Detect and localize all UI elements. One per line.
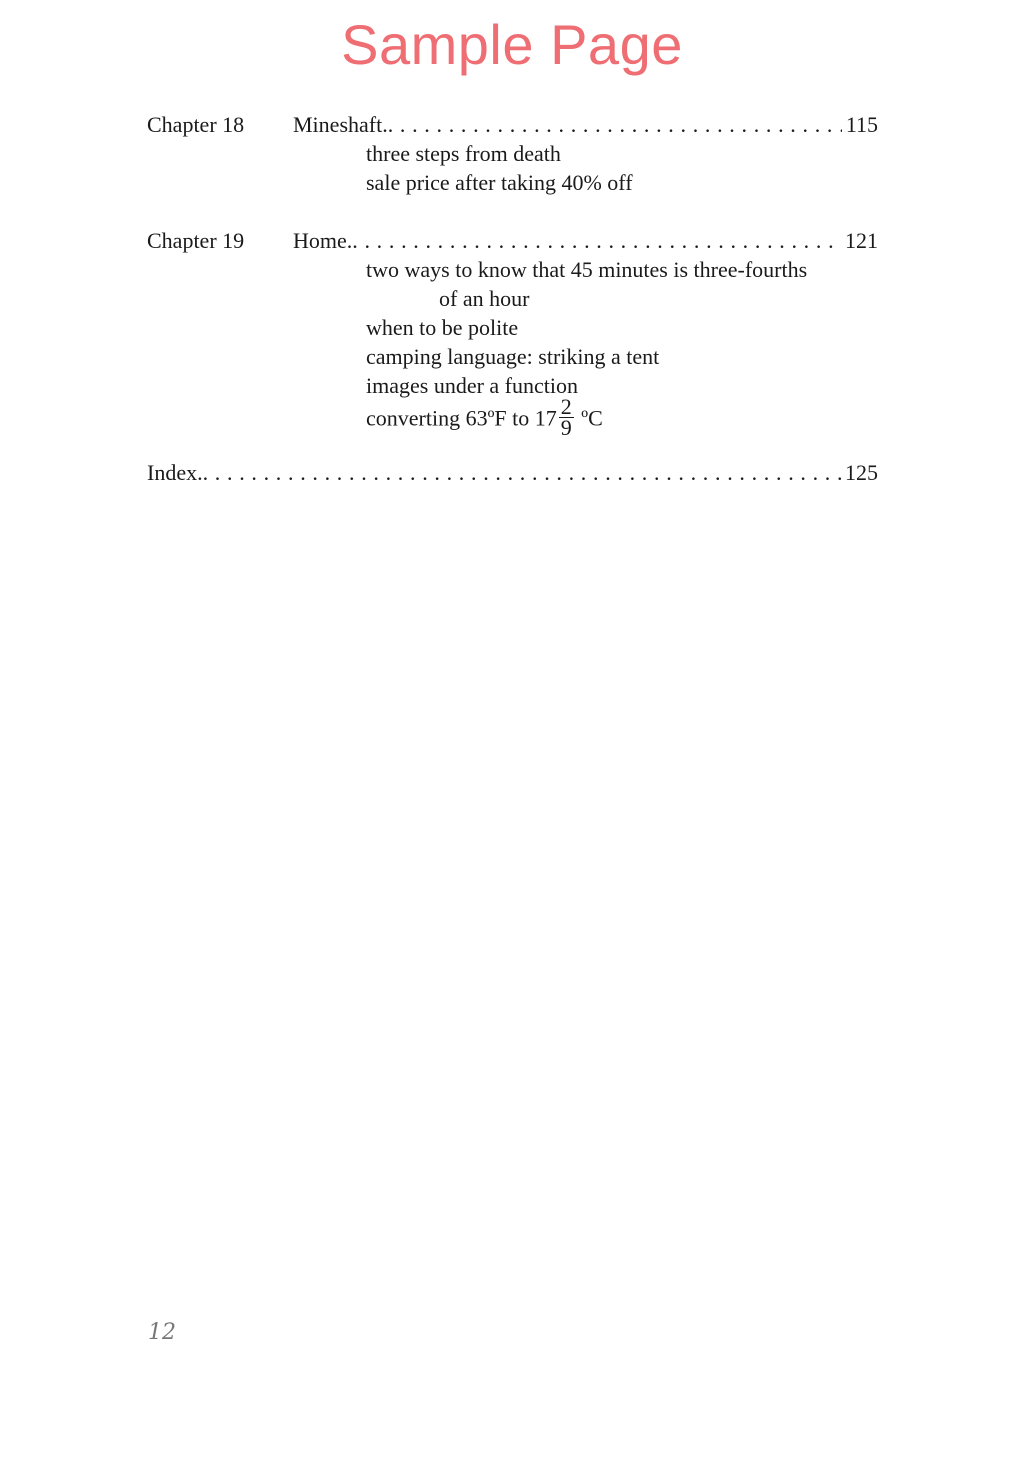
- page-number: 115: [845, 112, 878, 137]
- dot-leader: [352, 226, 841, 255]
- chapter-title: Mineshaft.: [293, 112, 388, 137]
- table-of-contents: [147, 110, 878, 487]
- dot-leader: [203, 458, 841, 487]
- fraction-prefix: converting 63ºF to 17: [366, 405, 557, 431]
- topic-item: when to be polite: [366, 315, 519, 340]
- topic-item: images under a function: [366, 373, 578, 398]
- toc-entry-chapter-18[interactable]: [147, 110, 878, 139]
- toc-entry-index[interactable]: [147, 458, 878, 487]
- fraction-suffix: ºC: [575, 405, 603, 431]
- topic-item: camping language: striking a tent: [366, 344, 660, 369]
- topic-list: [147, 139, 878, 197]
- toc-group-chapter-19: [147, 226, 878, 440]
- topic-item-fraction: [147, 394, 878, 440]
- chapter-label: Chapter 18: [147, 112, 245, 137]
- page-number: 121: [845, 228, 878, 253]
- page-number: 125: [845, 460, 878, 485]
- topic-list: [147, 255, 878, 440]
- toc-entry-chapter-19[interactable]: [147, 226, 878, 255]
- chapter-label: Chapter 19: [147, 228, 245, 253]
- topic-item: sale price after taking 40% off: [366, 170, 633, 195]
- fraction: [559, 394, 574, 440]
- fraction-denominator: 9: [560, 415, 572, 440]
- dot-leader: [388, 110, 842, 139]
- index-title: Index.: [147, 460, 203, 485]
- topic-item: three steps from death: [366, 141, 561, 166]
- watermark-title: Sample Page: [341, 13, 683, 76]
- topic-item-continuation: of an hour: [439, 286, 530, 311]
- fraction-numerator: 2: [560, 394, 572, 419]
- chapter-title: Home.: [293, 228, 353, 253]
- topic-item: two ways to know that 45 minutes is three-fourths: [366, 257, 808, 282]
- toc-group-chapter-18: [147, 110, 878, 197]
- footer-page-number: 12: [148, 1320, 176, 1345]
